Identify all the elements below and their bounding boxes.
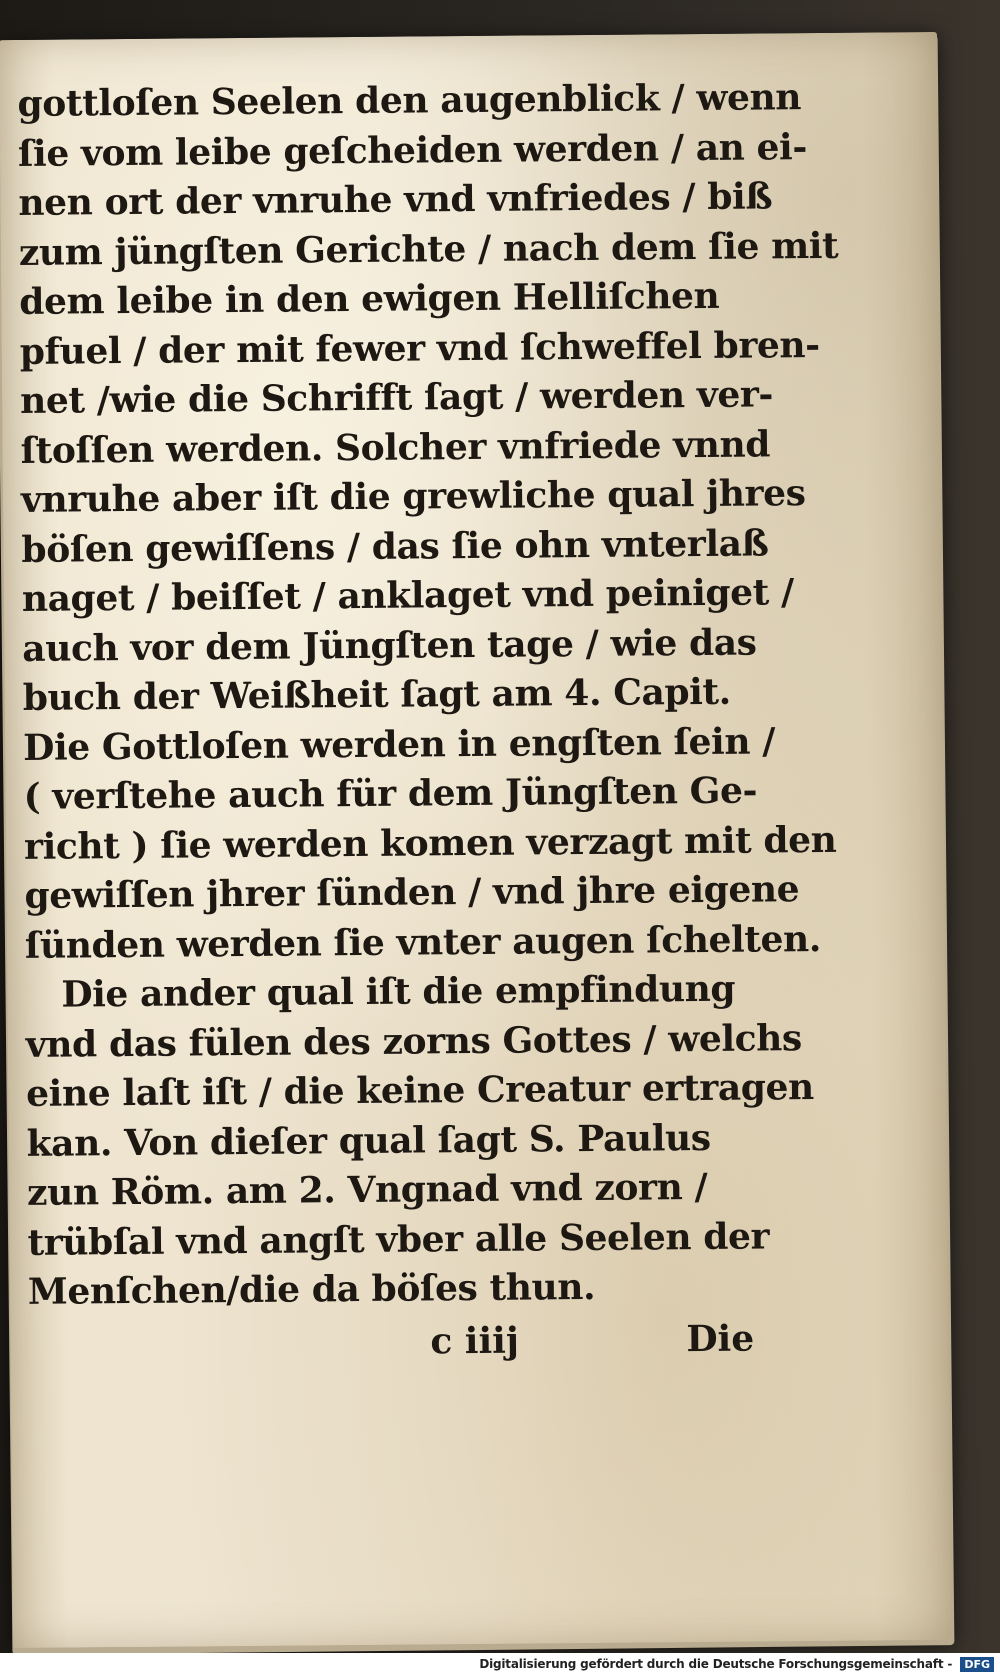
digitization-footer (0, 1653, 1000, 1676)
footer-credit: Digitalisierung gefördert durch die Deutsche Forschungsgemeinschaft - (479, 1657, 953, 1671)
text-line: richt ) ſie werden komen verzagt mit den (23, 818, 837, 868)
text-line: gewiſſen jhrer ſünden / vnd jhre eigene (24, 868, 800, 917)
text-line: kan. Von dieſer qual ſagt S. Paulus (26, 1116, 711, 1165)
text-line: vnruhe aber iſt die grewliche qual jhres (20, 472, 806, 521)
text-line: net /wie die Schrifft ſagt / werden ver- (19, 373, 774, 422)
text-line: ſie vom leibe geſcheiden werden / an ei- (17, 125, 808, 175)
text-line-paragraph-start: Die ander qual iſt die empfindung (61, 967, 736, 1016)
text-line: buch der Weißheit ſagt am 4. Capit. (22, 670, 731, 719)
signature-mark: c iiij (430, 1319, 520, 1363)
text-line: auch vor dem Jüngſten tage / wie das (22, 621, 757, 670)
text-line: vnd das fülen des zorns Gottes / welchs (25, 1016, 802, 1066)
text-line: pfuel / der mit fewer vnd ſchweffel bren- (19, 323, 820, 373)
text-line: ( verſtehe auch für dem Jüngſten Ge- (23, 769, 758, 818)
dfg-logo: DFG (960, 1657, 994, 1672)
text-line: Die Gottloſen werden in engſten ſein / (22, 719, 776, 769)
text-line: gottloſen Seelen den augenblick / wenn (17, 76, 802, 125)
catchword: Die (686, 1317, 755, 1361)
text-line: eine laſt iſt / die keine Creatur ertragen (26, 1066, 815, 1115)
text-line: ſtoſſen werden. Solcher vnfriede vnnd (20, 422, 771, 472)
text-line: zum jüngſten Gerichte / nach dem ſie mit (18, 224, 839, 274)
text-line: ſünden werden ſie vnter augen ſchelten. (24, 917, 822, 967)
text-line: nen ort der vnruhe vnd vnfriedes / biß (18, 175, 773, 224)
text-line: böſen gewiſſens / das ſie ohn vnterlaß (21, 521, 769, 571)
body-text (17, 74, 839, 1318)
text-line: trübſal vnd angſt vber alle Seelen der (27, 1214, 770, 1264)
text-line: Menſchen/die da böſes thun. (27, 1265, 596, 1313)
text-line: naget / beiſſet / anklaget vnd peiniget / (21, 571, 795, 620)
page-footer-marks (410, 1317, 770, 1363)
text-line: dem leibe in den ewigen Helliſchen (19, 274, 720, 323)
book-page (0, 32, 951, 1648)
text-line: zun Röm. am 2. Vngnad vnd zorn / (26, 1165, 708, 1214)
